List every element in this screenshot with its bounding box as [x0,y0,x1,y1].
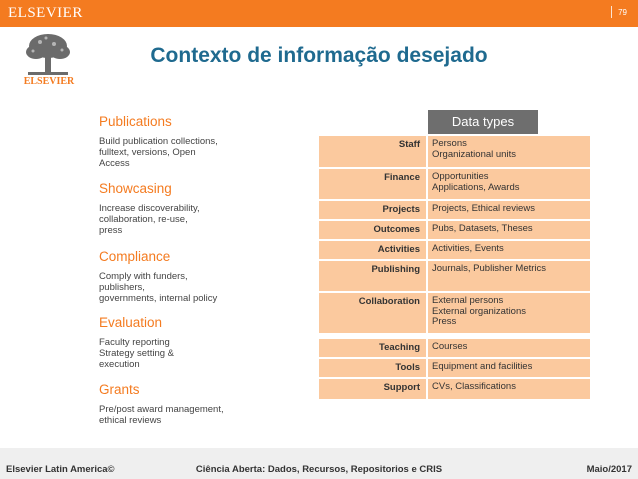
header-bar [0,0,638,27]
header-separator [611,6,612,18]
use-case-showcasing [99,181,329,236]
data-type-key: Projects [319,201,426,219]
use-case-description: Faculty reporting Strategy setting & execution [99,337,174,370]
data-type-value: Equipment and facilities [428,359,590,377]
use-case-heading: Compliance [99,249,171,264]
data-type-row [319,136,590,167]
footer-date: Maio/2017 [586,464,632,475]
data-type-value: Opportunities Applications, Awards [428,169,590,199]
footer-copyright: Elsevier Latin America© [6,464,115,475]
footer-title: Ciência Aberta: Dados, Recursos, Repositorios e CRIS [195,464,443,475]
data-type-key: Activities [319,241,426,259]
data-type-value: Journals, Publisher Metrics [428,261,590,291]
use-case-compliance [99,249,329,304]
slide-title: Contexto de informação desejado [150,44,488,67]
use-case-evaluation [99,315,329,370]
use-case-heading: Evaluation [99,315,163,330]
data-type-value: Courses [428,339,590,357]
data-type-key: Support [319,379,426,399]
data-type-row [319,221,590,239]
data-type-value: Activities, Events [428,241,590,259]
data-type-row [319,359,590,377]
data-type-row [319,169,590,199]
logo-text: ELSEVIER [23,76,75,87]
page-number: 79 [618,8,627,17]
use-case-description: Build publication collections, fulltext, versions, Open Access [99,136,218,169]
use-case-publications [99,114,329,169]
use-case-heading: Publications [99,114,172,129]
use-case-heading: Showcasing [99,181,172,196]
data-type-key: Teaching [319,339,426,357]
data-type-row [319,261,590,291]
data-type-key: Collaboration [319,293,426,333]
data-type-value: External persons External organizations Press [428,293,590,333]
data-type-key: Tools [319,359,426,377]
use-case-description: Increase discoverability, collaboration, re-use, press [99,203,200,236]
data-type-key: Staff [319,136,426,167]
data-type-value: Persons Organizational units [428,136,590,167]
use-case-description: Comply with funders, publishers, governments, internal policy [99,271,218,304]
use-case-grants [99,382,329,426]
data-type-value: Pubs, Datasets, Theses [428,221,590,239]
data-type-value: CVs, Classifications [428,379,590,399]
data-type-row [319,339,590,357]
data-type-row [319,379,590,399]
data-type-row [319,293,590,333]
data-type-value: Projects, Ethical reviews [428,201,590,219]
data-type-row [319,201,590,219]
use-case-heading: Grants [99,382,140,397]
data-type-row [319,241,590,259]
use-case-description: Pre/post award management, ethical reviews [99,404,224,426]
data-type-key: Publishing [319,261,426,291]
header-brand: ELSEVIER [8,5,83,21]
data-types-header: Data types [428,110,538,134]
data-type-key: Outcomes [319,221,426,239]
footer-bar [0,448,638,479]
data-type-key: Finance [319,169,426,199]
